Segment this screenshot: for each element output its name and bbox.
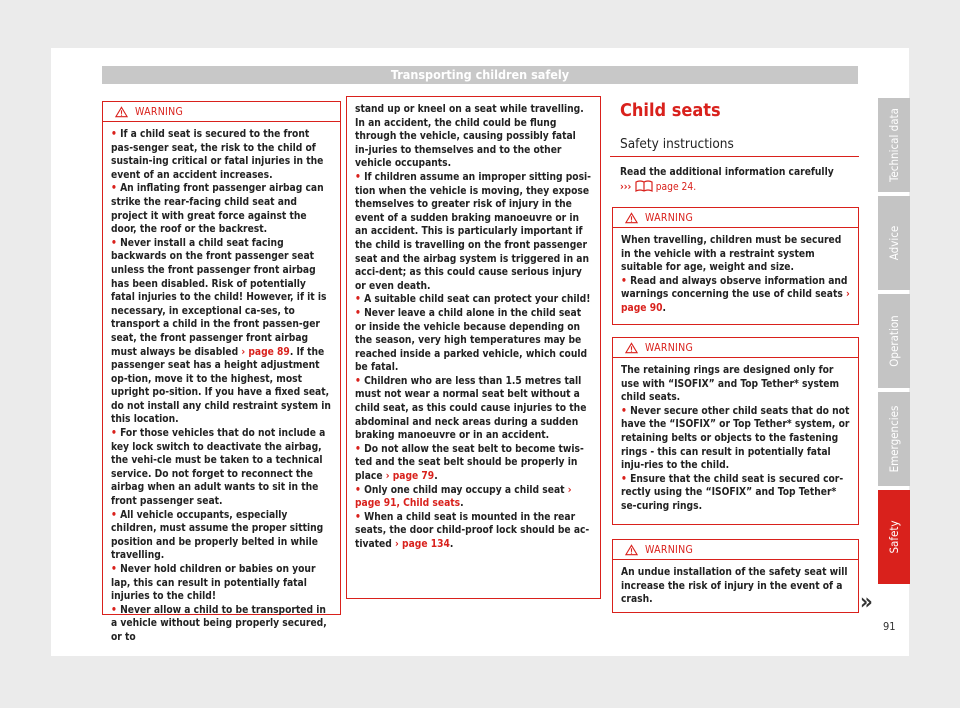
warning-triangle-icon [625,342,638,354]
page-header: Transporting children safely [102,66,858,84]
middle-warning-box [346,96,601,599]
warning-triangle-icon [625,544,638,556]
list-item: • For those vehicles that do not include a key lock switch to deactivate the airbag, the vehi-cle must be taken to a technical service. Do not forget to reconnect the airbag when an adult wants to sit in the front passenger seat. [111,428,326,508]
warning-heading: WARNING [645,543,694,556]
list-item: • Ensure that the child seat is secured cor-rectly using the “ISOFIX” and Top Tether* se-curing rings. [621,473,844,512]
list-item: • A suitable child seat can protect your child! [355,294,591,306]
page-ref-link[interactable]: page 24. [655,182,697,193]
list-item: • Never allow a child to be transported in a vehicle without being properly secured, or to [111,604,327,643]
section-subtitle: Safety instructions [620,136,734,152]
page-ref-link[interactable]: › page 90 [621,289,850,314]
tab-advice[interactable]: Advice [878,196,910,290]
warning-heading: WARNING [645,341,694,354]
intro-text: Read the additional information carefully ››› page 24. [620,167,834,193]
list-item: • An inflating front passenger airbag can strike the rear-facing child seat and project it with great force against the door, the roof or the backrest. [111,183,324,236]
list-item: • If children assume an improper sitting posi-tion when the vehicle is moving, they expose themselves to greater risk of injury in the event of a sudden braking manoeuvre or in an accident. This is particularly important if the child is travelling on the front passenger seat and the airbag system is triggered in an acci-dent; as this could cause serious injury or even death. [355,171,591,292]
warning-text: When travelling, children must be secured in the vehicle with a restraint system suitable for age, weight and size. [621,235,842,274]
page-ref-link[interactable]: › page 79 [385,471,435,483]
warning-triangle-icon [625,212,638,224]
list-item: • If a child seat is secured to the front pas-senger seat, the risk to the child of sustain-ing critical or fatal injuries in the event of an accident increases. [111,129,324,181]
list-item: • Do not allow the seat belt to become twis-ted and the seat belt should be properly in place › page 79. [355,443,584,483]
tab-operation[interactable]: Operation [878,294,910,388]
page-ref-link[interactable]: › page 91, Child seats [355,484,572,510]
warning-box-2 [612,337,859,525]
list-item: • Never leave a child alone in the child seat or inside the vehicle because depending on the season, very high temperatures may be reached inside a parked vehicle, which could be fatal. [355,307,588,374]
tab-emergencies[interactable]: Emergencies [878,392,910,486]
list-item: • Never secure other child seats that do not have the “ISOFIX” or Top Tether* system, or retaining belts or objects to the fastening rings - this can result in potentially fatal inju-ries to the child. [621,405,850,472]
continue-arrow-icon: » [860,590,873,615]
warning-box-3 [612,539,859,613]
list-item: • Never install a child seat facing backwards on the front passenger seat unless the front passenger front airbag has been disabled. Risk of potentially fatal injuries to the child! However, if it is necessary, in exceptional ca-ses, to transport a child in the front passen-ger seat, the front passenger front airbag must always be disabled › page 89. If the passenger seat has a height adjustment op-tion, move it to the highest, most upright po-sition. If you have a fixed seat, do not install any child restraint system in this location. [111,237,331,426]
list-item: • Read and always observe information and warnings concerning the use of child seats › page 90. [621,275,850,314]
warning-text: An undue installation of the safety seat will increase the risk of injury in the event of a crash. [621,567,848,606]
book-icon [635,180,653,192]
warning-text: The retaining rings are designed only for use with “ISOFIX” and Top Tether* system child seats. [621,365,840,404]
tab-technical-data[interactable]: Technical data [878,98,910,192]
warning-heading: WARNING [135,105,184,118]
list-item: • All vehicle occupants, especially children, must assume the proper sitting position and be properly belted in while travelling. [111,509,324,562]
warning-box-1 [612,207,859,325]
tab-safety[interactable]: Safety [878,490,910,584]
section-title: Child seats [620,100,721,121]
page-ref-link[interactable]: › page 134 [395,539,450,550]
warning-triangle-icon [115,106,128,118]
warning-heading: WARNING [645,211,694,224]
subtitle-rule [610,156,859,157]
page-number: 91 [883,620,896,633]
list-item: • Children who are less than 1.5 metres tall must not wear a normal seat belt without a child seat, as this could cause injuries to the abdominal and neck areas during a sudden braking manoeuvre or in an accident. [355,375,587,442]
continued-text: stand up or kneel on a seat while travelling. In an accident, the child could be flung through the vehicle, causing possibly fatal in-juries to themselves and to the other vehicle occupants. [355,104,584,170]
list-item: • Only one child may occupy a child seat › page 91, Child seats. [355,484,572,510]
left-warning-box [102,101,341,643]
list-item: • When a child seat is mounted in the rear seats, the door child-proof lock should be ac-tivated › page 134. [355,511,590,550]
page-ref-link[interactable]: › page 89 [241,346,290,358]
list-item: • Never hold children or babies on your lap, this can result in potentially fatal injuries to the child! [111,564,316,603]
